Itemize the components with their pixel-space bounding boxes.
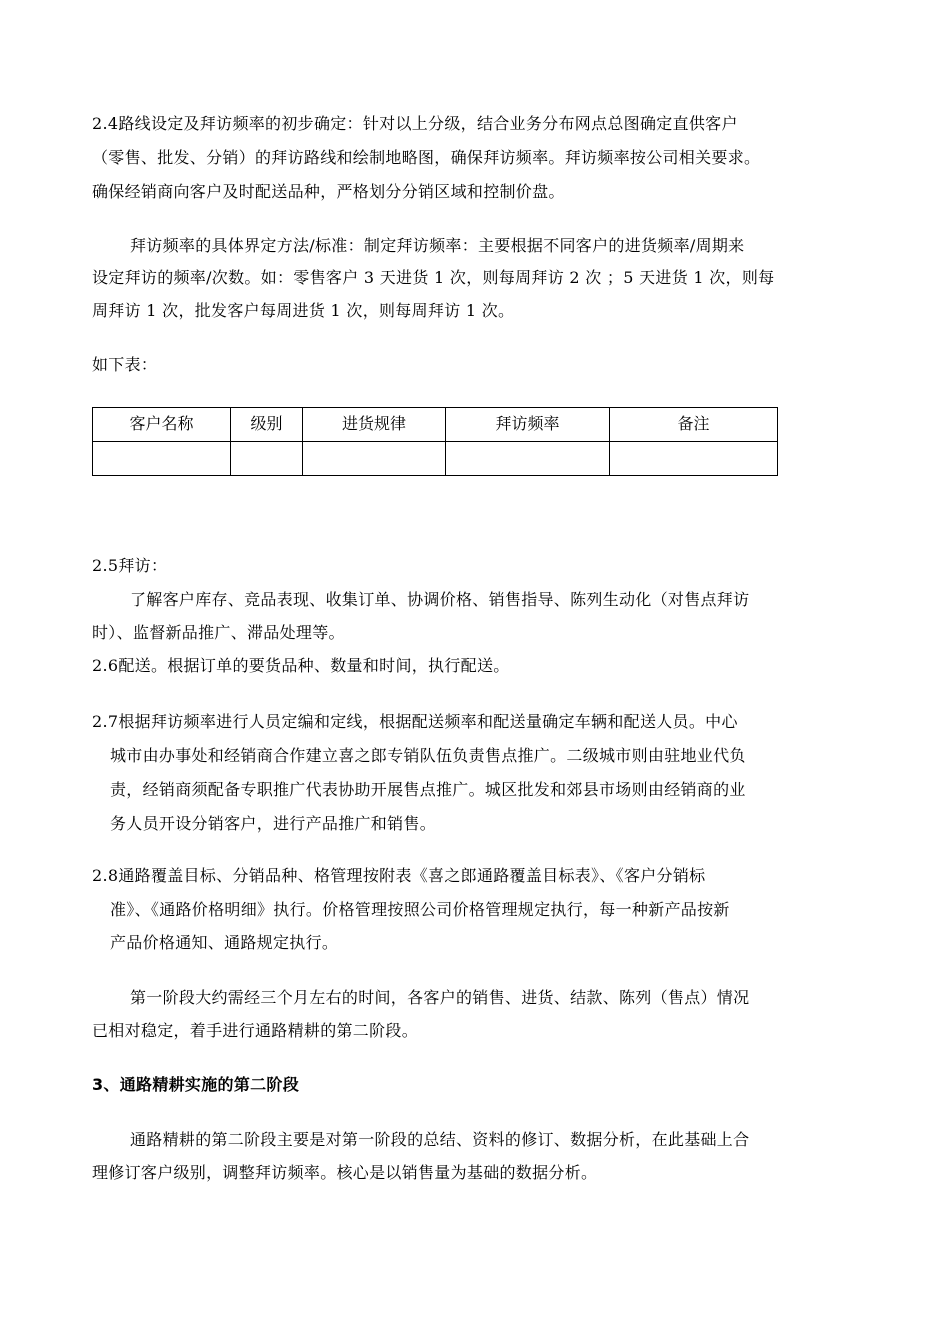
- phase-one-summary-line-1: 第一阶段大约需经三个月左右的时间，各客户的销售、进货、结款、陈列（售点）情况: [130, 988, 750, 1007]
- header-purchase-pattern: 进货规律: [303, 408, 446, 442]
- section-2-8-line-1: 2.8通路覆盖目标、分销品种、格管理按附表《喜之郎通路覆盖目标表》、《客户分销标: [92, 866, 706, 885]
- header-visit-frequency: 拜访频率: [446, 408, 610, 442]
- section-2-7-line-4: 务人员开设分销客户，进行产品推广和销售。: [110, 814, 437, 833]
- section-2-7-line-1: 2.7根据拜访频率进行人员定编和定线，根据配送频率和配送量确定车辆和配送人员。中心: [92, 712, 738, 731]
- section-2-8-line-3: 产品价格通知、通路规定执行。: [110, 933, 339, 952]
- header-customer-name: 客户名称: [93, 408, 231, 442]
- section-2-8-line-2: 准》、《通路价格明细》执行。价格管理按照公司价格管理规定执行，每一种新产品按新: [110, 900, 730, 919]
- visit-frequency-line-1: 拜访频率的具体界定方法/标准：制定拜访频率：主要根据不同客户的进货频率/周期来: [130, 236, 745, 255]
- customer-visit-table: [92, 407, 778, 476]
- phase-one-summary-line-2: 已相对稳定，着手进行通路精耕的第二阶段。: [92, 1021, 419, 1040]
- section-2-5-line-2: 时）、监督新品推广、滞品处理等。: [92, 623, 345, 642]
- header-remarks: 备注: [610, 408, 778, 442]
- section-2-4-line-2: （零售、批发、分销）的拜访路线和绘制地略图，确保拜访频率。拜访频率按公司相关要求。: [92, 148, 761, 167]
- visit-frequency-line-2: 设定拜访的频率/次数。如：零售客户 3 天进货 1 次，则每周拜访 2 次 ；5 天进货 1 次，则每: [92, 268, 775, 287]
- header-level: 级别: [231, 408, 303, 442]
- section-3-line-2: 理修订客户级别，调整拜访频率。核心是以销售量为基础的数据分析。: [92, 1163, 598, 1182]
- section-2-4-line-3: 确保经销商向客户及时配送品种，严格划分分销区域和控制价盘。: [92, 182, 565, 201]
- table-intro: 如下表：: [92, 355, 158, 374]
- table-cell: [93, 442, 231, 476]
- table-cell: [231, 442, 303, 476]
- section-2-5-line-1: 了解客户库存、竞品表现、收集订单、协调价格、销售指导、陈列生动化（对售点拜访: [130, 590, 750, 609]
- visit-frequency-line-3: 周拜访 1 次，批发客户每周进货 1 次，则每周拜访 1 次。: [92, 301, 515, 320]
- table-cell: [610, 442, 778, 476]
- section-2-7-line-3: 责，经销商须配备专职推广代表协助开展售点推广。城区批发和郊县市场则由经销商的业: [110, 780, 746, 799]
- table-row: [93, 442, 778, 476]
- table-cell: [303, 442, 446, 476]
- section-3-heading: 3、通路精耕实施的第二阶段: [92, 1075, 300, 1094]
- section-2-5-title: 2.5拜访：: [92, 556, 168, 575]
- table-cell: [446, 442, 610, 476]
- table-header-row: [93, 408, 778, 442]
- section-3-line-1: 通路精耕的第二阶段主要是对第一阶段的总结、资料的修订、数据分析，在此基础上合: [130, 1130, 750, 1149]
- section-2-4-line-1: 2.4路线设定及拜访频率的初步确定：针对以上分级，结合业务分布网点总图确定直供客户: [92, 114, 738, 133]
- section-2-6: 2.6配送。根据订单的要货品种、数量和时间，执行配送。: [92, 656, 510, 675]
- section-2-7-line-2: 城市由办事处和经销商合作建立喜之郎专销队伍负责售点推广。二级城市则由驻地业代负: [110, 746, 746, 765]
